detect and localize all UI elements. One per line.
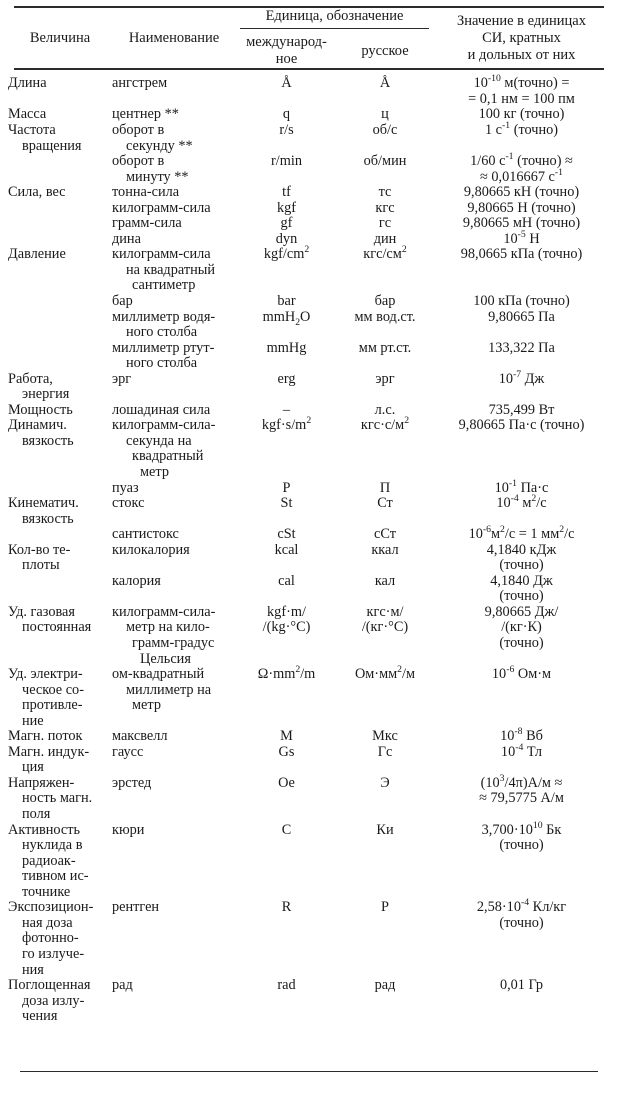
cell-si-value: $10^{-6}$ Ом·м xyxy=(491,664,552,683)
table-row xyxy=(8,776,610,823)
cell-unit-name: оборот в секунду ** xyxy=(112,121,193,154)
cell-symbol-international: M xyxy=(280,728,293,745)
cell-symbol-russian: Ст xyxy=(377,495,393,512)
cell-symbol-russian: бар xyxy=(374,292,396,309)
cell-unit-name: грамм-сила xyxy=(112,215,182,232)
cell-symbol-international: Å xyxy=(281,75,292,92)
cell-si-value: $2,58\cdot 10^{-4}$ Кл/кг (точно) xyxy=(476,897,567,931)
table-row xyxy=(8,107,610,123)
cell-si-value: $10^{-1}$ Па·с xyxy=(494,477,549,496)
cell-si-value: 9,80665 Па·с (точно) xyxy=(458,417,585,434)
table-header xyxy=(8,8,610,68)
cell-quantity xyxy=(8,574,112,605)
table-row xyxy=(8,154,610,185)
cell-symbol-international: P xyxy=(282,479,291,496)
cell-symbol-russian: об/с xyxy=(372,121,398,138)
cell-symbol-russian: кгс xyxy=(375,199,395,216)
cell-symbol-russian: сСт xyxy=(374,526,396,543)
table-row xyxy=(8,185,610,201)
cell-symbol-russian: Р xyxy=(381,899,389,916)
cell-symbol-international: Oe xyxy=(278,774,295,791)
cell-quantity xyxy=(8,310,112,341)
cell-symbol-russian: ц xyxy=(381,106,389,123)
table-row xyxy=(8,201,610,217)
cell-unit-name: сантистокс xyxy=(112,526,179,543)
cell-symbol-international: C xyxy=(281,821,292,838)
cell-symbol-international: mmH$_2$O xyxy=(262,308,311,328)
cell-quantity: Поглощенная доза излу- чения xyxy=(8,977,91,1025)
cell-quantity xyxy=(8,154,112,185)
header-si-line-3: и дольных от них xyxy=(467,46,576,63)
header-si-line-1: Значение в единицах xyxy=(456,12,586,29)
cell-symbol-international: cal xyxy=(278,572,295,589)
header-unit-group-cell xyxy=(236,8,433,34)
cell-quantity: Работа, энергия xyxy=(8,370,70,403)
cell-quantity: Уд. газовая постоянная xyxy=(8,603,92,636)
cell-symbol-international: dyn xyxy=(275,230,298,247)
table-row xyxy=(8,496,610,527)
header-international-line-1: международ- xyxy=(246,34,327,51)
table-row xyxy=(8,823,610,901)
table-row xyxy=(8,481,610,497)
header-sub-rule xyxy=(240,28,429,29)
cell-symbol-russian: рад xyxy=(374,977,396,994)
cell-quantity: Магн. индук- ция xyxy=(8,743,90,776)
cell-quantity xyxy=(8,232,112,248)
cell-symbol-international: gf xyxy=(280,215,293,232)
table-row xyxy=(8,123,610,154)
cell-symbol-russian: $кгс\cdot с/м^2$ xyxy=(360,415,410,434)
cell-quantity: Частота вращения xyxy=(8,121,82,154)
cell-quantity: Активность нуклида в радиоак- тивном ис- точнике xyxy=(8,821,89,900)
cell-symbol-international: tf xyxy=(282,184,291,201)
cell-symbol-russian: эрг xyxy=(375,370,395,387)
cell-si-value: $10^{-5}$ Н xyxy=(503,229,540,247)
cell-symbol-russian: мм вод.ст. xyxy=(354,308,416,325)
cell-unit-name: оборот в минуту ** xyxy=(112,153,189,185)
cell-quantity: Кол-во те- плоты xyxy=(8,541,71,574)
table-row xyxy=(8,418,610,480)
cell-unit-name: килограмм-сила на квадратный сантиметр xyxy=(112,246,215,294)
cell-unit-name: стокс xyxy=(112,495,145,512)
cell-si-value: 9,80665 Н (точно) xyxy=(467,199,576,216)
header-russian: русское xyxy=(361,42,409,59)
table-body xyxy=(8,73,610,1025)
cell-si-value: 100 кг (точно) xyxy=(478,106,565,123)
cell-symbol-russian: $Ом\cdot мм^2/м$ xyxy=(354,664,416,683)
cell-symbol-international: r/min xyxy=(271,153,302,170)
cell-unit-name: гаусс xyxy=(112,743,144,760)
cell-quantity: Экспозицион- ная доза фотонно- го излуче- ния xyxy=(8,899,94,978)
cell-symbol-russian: П xyxy=(379,479,391,496)
header-international-line-2: ное xyxy=(275,51,298,68)
cell-si-value: 4,1840 Дж (точно) xyxy=(490,572,553,605)
cell-symbol-russian: кгс/$см^2$ xyxy=(363,244,407,263)
cell-symbol-international: $\Omega\cdot mm^2/m$ xyxy=(257,664,316,683)
cell-symbol-international: – xyxy=(282,401,291,418)
table-row xyxy=(8,310,610,341)
table-row xyxy=(8,574,610,605)
cell-si-value: 98,0665 кПа (точно) xyxy=(460,246,583,263)
cell-si-value: 9,80665 Па xyxy=(488,308,555,325)
cell-si-value: $10^{-8}$ Вб xyxy=(500,726,543,745)
cell-quantity xyxy=(8,341,112,372)
cell-quantity xyxy=(8,481,112,497)
cell-unit-name: миллиметр ртут- ного столба xyxy=(112,339,215,372)
cell-quantity: Длина xyxy=(8,75,47,92)
cell-symbol-international: kgf·m/ /(kg·°C) xyxy=(262,603,311,636)
cell-unit-name: центнер ** xyxy=(112,106,179,123)
header-name: Наименование xyxy=(128,29,220,46)
cell-unit-name: эрстед xyxy=(112,774,152,791)
cell-unit-name: рад xyxy=(112,977,133,994)
cell-si-value: $10^{-4}$ Тл xyxy=(500,742,543,760)
cell-symbol-international: bar xyxy=(277,292,296,309)
cell-quantity xyxy=(8,216,112,232)
cell-symbol-international: $kgf\cdot s/m^2$ xyxy=(261,415,312,434)
cell-quantity: Кинематич. вязкость xyxy=(8,495,79,527)
cell-symbol-international: Gs xyxy=(278,743,295,760)
table-row xyxy=(8,667,610,729)
cell-symbol-russian: гс xyxy=(378,215,392,232)
cell-quantity: Масса xyxy=(8,106,47,123)
cell-quantity xyxy=(8,201,112,217)
cell-si-value: 0,01 Гр xyxy=(499,977,544,994)
cell-si-value: $(10^3/4\pi)А/м$ ≈ ≈ 79,5775 А/м xyxy=(479,773,564,807)
cell-unit-name: максвелл xyxy=(112,728,168,745)
table-row xyxy=(8,543,610,574)
cell-si-value: 4,1840 кДж (точно) xyxy=(486,541,557,574)
cell-quantity: Напряжен- ность магн. поля xyxy=(8,774,93,823)
cell-symbol-russian: Ки xyxy=(376,821,394,838)
cell-si-value: $10^{-6}м^2/с = 1$ $мм^2/с$ xyxy=(468,524,575,543)
cell-unit-name: килограмм-сила- секунда на квадратный метр xyxy=(112,417,216,480)
header-international xyxy=(236,34,337,68)
cell-quantity: Мощность xyxy=(8,401,73,418)
cell-si-value: 9,80665 мН (точно) xyxy=(462,215,581,232)
cell-symbol-russian: Å xyxy=(379,75,391,92)
cell-quantity: Сила, вес xyxy=(8,184,66,201)
cell-symbol-international: kgf/$cm^2$ xyxy=(263,244,310,263)
table-row xyxy=(8,294,610,310)
cell-unit-name: пуаз xyxy=(112,479,139,496)
cell-symbol-international: St xyxy=(280,495,293,512)
table-row xyxy=(8,745,610,776)
cell-unit-name: лошадиная сила xyxy=(112,401,211,418)
cell-symbol-russian: кал xyxy=(374,572,396,589)
table-row xyxy=(8,247,610,294)
cell-symbol-russian: мм рт.ст. xyxy=(358,339,412,356)
cell-unit-name: дина xyxy=(112,230,141,247)
cell-unit-name: килокалория xyxy=(112,541,190,558)
cell-symbol-russian: об/мин xyxy=(363,153,407,170)
cell-quantity: Давление xyxy=(8,246,66,263)
cell-symbol-russian: тс xyxy=(378,184,392,201)
cell-symbol-russian: дин xyxy=(373,230,397,247)
cell-unit-name: калория xyxy=(112,572,161,589)
table-row xyxy=(8,372,610,403)
header-unit-group-label: Единица, обозначение xyxy=(265,8,404,24)
cell-symbol-russian: Мкс xyxy=(372,728,398,745)
table-row xyxy=(8,900,610,978)
cell-symbol-international: mmHg xyxy=(266,339,307,356)
cell-si-value: $10^{-7}$ Дж xyxy=(498,368,545,387)
cell-quantity xyxy=(8,294,112,310)
cell-si-value: 735,499 Вт xyxy=(488,401,555,418)
cell-quantity: Магн. поток xyxy=(8,728,83,745)
cell-si-value: 1/60 $с^{-1}$ (точно) ≈ ≈ 0,016667 $с^{-1}$ xyxy=(470,151,573,185)
cell-symbol-international: R xyxy=(281,899,292,916)
cell-symbol-russian: кгс·м/ /(кг·°С) xyxy=(361,603,409,636)
cell-unit-name: бар xyxy=(112,292,133,309)
cell-si-value: 9,80665 Дж/ /(кг·К) (точно) xyxy=(484,603,559,652)
cell-symbol-international: erg xyxy=(277,370,296,387)
cell-unit-name: рентген xyxy=(112,899,160,916)
cell-unit-name: кюри xyxy=(112,821,145,838)
cell-unit-name: тонна-сила xyxy=(112,184,180,201)
cell-si-value: 9,80665 кН (точно) xyxy=(463,184,580,201)
table-row xyxy=(8,978,610,1025)
cell-si-value: $3,700\cdot 10^{10}$ Бк (точно) xyxy=(481,819,562,854)
cell-unit-name: ом-квадратный миллиметр на метр xyxy=(112,666,212,714)
cell-symbol-international: kgf xyxy=(276,199,297,216)
cell-unit-name: килограмм-сила xyxy=(112,199,211,216)
cell-si-value: 1 $с^{-1}$ (точно) xyxy=(484,120,559,138)
header-si-value xyxy=(433,8,610,68)
cell-unit-name: ангстрем xyxy=(112,75,168,92)
cell-quantity: Динамич. вязкость xyxy=(8,417,74,449)
cell-si-value: $10^{-4}$ $м^2/с$ xyxy=(496,493,547,512)
cell-si-value: $10^{-10}$ м(точно) = = 0,1 нм = 100 пм xyxy=(468,73,575,107)
cell-symbol-international: kcal xyxy=(274,541,299,558)
cell-si-value: 133,322 Па xyxy=(488,339,555,356)
header-si-line-2: СИ, кратных xyxy=(482,29,561,46)
table-row xyxy=(8,527,610,543)
cell-symbol-russian: Гс xyxy=(377,743,393,760)
cell-symbol-international: cSt xyxy=(277,526,296,543)
cell-si-value: 100 кПа (точно) xyxy=(473,292,570,309)
unit-conversion-table-page xyxy=(0,6,618,1094)
cell-symbol-international: rad xyxy=(277,977,296,994)
header-quantity: Величина xyxy=(29,29,91,46)
table-row xyxy=(8,341,610,372)
cell-quantity: Уд. электри- ческое со- противле- ние xyxy=(8,666,84,729)
cell-symbol-russian: л.с. xyxy=(374,401,396,418)
table-bottom-rule xyxy=(20,1071,598,1072)
table-row xyxy=(8,605,610,667)
cell-unit-name: килограмм-сила- метр на кило- грамм-градус Цельсия xyxy=(112,603,216,667)
cell-unit-name: эрг xyxy=(112,370,132,387)
cell-symbol-international: r/s xyxy=(279,121,294,138)
cell-unit-name: миллиметр водя- ного столба xyxy=(112,308,216,341)
cell-quantity xyxy=(8,527,112,543)
cell-symbol-russian: Э xyxy=(380,774,390,791)
table-row xyxy=(8,76,610,107)
cell-symbol-russian: ккал xyxy=(371,541,399,558)
cell-symbol-international: q xyxy=(282,106,291,123)
